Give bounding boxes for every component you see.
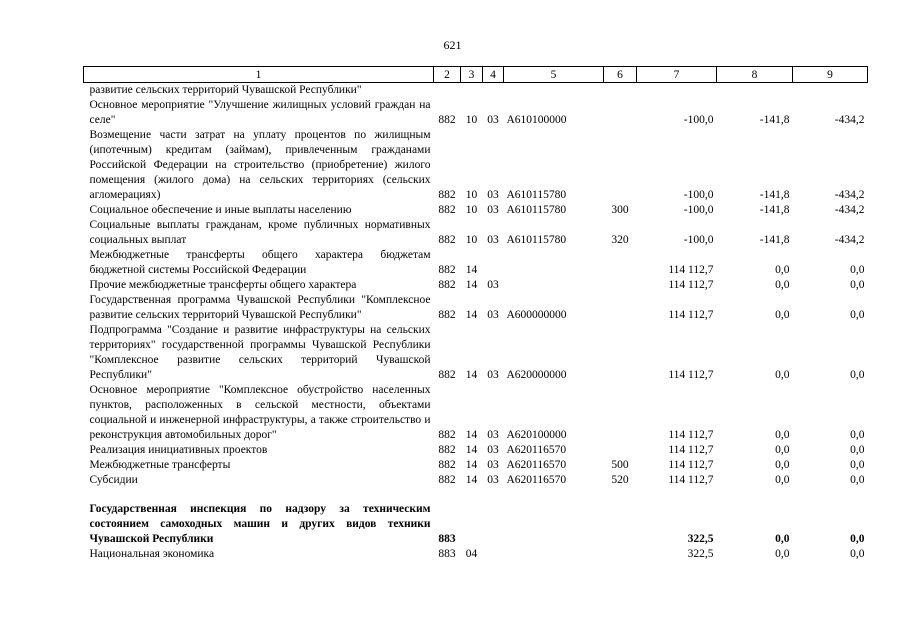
amount-cell: 114 112,7: [668, 474, 714, 486]
amount-cell: 0,0: [850, 444, 865, 456]
subsection-cell: [483, 502, 504, 547]
row-name-cell: Национальная экономика: [89, 548, 215, 560]
amount-cell: 0,0: [850, 548, 865, 560]
section-cell: 10: [465, 234, 478, 246]
row-name-cell: Межбюджетные трансферты: [89, 459, 231, 471]
subsection-cell: 03: [487, 429, 499, 441]
column-header: 8: [717, 67, 793, 83]
column-header: 4: [483, 67, 504, 83]
subsection-cell: [483, 547, 504, 562]
subsection-cell: 03: [487, 369, 499, 381]
expense-type-cell: [604, 502, 637, 547]
amount-cell: 114 112,7: [668, 279, 714, 291]
expense-type-cell: 500: [611, 459, 629, 471]
section-cell: 14: [465, 309, 478, 321]
expense-type-cell: [604, 293, 637, 323]
amount-cell: 0,0: [850, 474, 865, 486]
expense-type-cell: [604, 128, 637, 203]
table-row: [84, 248, 868, 278]
admin-code-cell: [434, 83, 461, 99]
amount-cell: -434,2: [834, 204, 865, 216]
amount-cell: 0,0: [850, 309, 865, 321]
column-header: 5: [504, 67, 604, 83]
subsection-cell: 03: [487, 444, 499, 456]
amount-cell: 0,0: [775, 429, 790, 441]
amount-cell: -100,0: [683, 114, 714, 126]
admin-code-cell: 882: [438, 189, 456, 201]
row-name-cell: развитие сельских территорий Чувашской Республики": [89, 84, 362, 96]
row-name-cell: Государственная программа Чувашской Республики "Комплексное развитие сельских территорий Чувашской Республики": [89, 294, 431, 321]
amount-cell: 0,0: [775, 264, 790, 276]
amount-cell: 0,0: [775, 459, 790, 471]
subsection-cell: 03: [487, 189, 499, 201]
target-item-cell: А620100000: [506, 429, 567, 441]
amount-cell: -434,2: [834, 189, 865, 201]
amount-cell: 0,0: [775, 279, 790, 291]
table-header-row: [84, 67, 868, 83]
amount-cell: -100,0: [683, 189, 714, 201]
table-row: [84, 203, 868, 218]
target-item-cell: А620116570: [506, 459, 567, 471]
amount-cell: 0,0: [775, 369, 790, 381]
section-cell: 14: [465, 429, 478, 441]
table-row: [84, 218, 868, 248]
subsection-cell: 03: [487, 459, 499, 471]
amount-cell: -141,8: [759, 114, 790, 126]
expense-type-cell: [604, 547, 637, 562]
row-name-cell: Социальные выплаты гражданам, кроме публичных нормативных социальных выплат: [89, 219, 431, 246]
row-name-cell: Подпрограмма "Создание и развитие инфраструктуры на сельских территориях" государственной программы Чувашской Республики "Комплексное развитие сельских территорий Чувашской Республики": [89, 324, 431, 381]
expense-type-cell: 520: [611, 474, 629, 486]
row-name-cell: Реализация инициативных проектов: [89, 444, 268, 456]
table-row: [84, 293, 868, 323]
admin-code-cell: 882: [438, 279, 456, 291]
admin-code-cell: 883: [438, 548, 456, 560]
column-header: 2: [434, 67, 461, 83]
expense-type-cell: [604, 278, 637, 293]
admin-code-cell: 882: [438, 264, 456, 276]
table-row: [84, 547, 868, 562]
table-row: [84, 502, 868, 547]
row-name-cell: Основное мероприятие "Улучшение жилищных условий граждан на селе": [89, 99, 431, 126]
amount-cell: -100,0: [683, 234, 714, 246]
target-item-cell: А600000000: [506, 309, 567, 321]
amount-cell: -141,8: [759, 189, 790, 201]
amount-cell: -141,8: [759, 204, 790, 216]
amount-cell: 114 112,7: [668, 444, 714, 456]
subsection-cell: 03: [487, 474, 499, 486]
target-item-cell: А610115780: [506, 234, 567, 246]
page-number: 621: [443, 38, 462, 52]
section-cell: 14: [465, 369, 478, 381]
table-row: [84, 128, 868, 203]
row-name-cell: Субсидии: [89, 474, 138, 486]
target-item-cell: А610115780: [506, 204, 567, 216]
admin-code-cell: 882: [438, 234, 456, 246]
expense-type-cell: [604, 383, 637, 443]
section-cell: 14: [465, 474, 478, 486]
table-row: [84, 323, 868, 383]
amount-cell: 114 112,7: [668, 309, 714, 321]
amount-cell: -141,8: [759, 234, 790, 246]
amount-cell: [637, 83, 717, 99]
table-row: [84, 278, 868, 293]
section-cell: 04: [465, 548, 478, 560]
budget-table: [83, 66, 868, 562]
row-name-cell: Основное мероприятие "Комплексное обустройство населенных пунктов, расположенных в сельской местности, объектами социальной и инженерной инфраструктуры, а также строительство и реконструкция автомобильных дорог": [89, 384, 431, 441]
section-cell: 14: [465, 459, 478, 471]
section-cell: 10: [465, 189, 478, 201]
amount-cell: 0,0: [850, 533, 865, 545]
admin-code-cell: 883: [438, 533, 456, 545]
subsection-cell: 03: [487, 234, 499, 246]
table-row: [84, 458, 868, 473]
amount-cell: 0,0: [850, 369, 865, 381]
target-item-cell: А620000000: [506, 369, 567, 381]
target-item-cell: [504, 547, 604, 562]
target-item-cell: [504, 502, 604, 547]
section-cell: 14: [465, 444, 478, 456]
amount-cell: 0,0: [775, 444, 790, 456]
amount-cell: 322,5: [687, 548, 714, 560]
amount-cell: 0,0: [775, 533, 790, 545]
admin-code-cell: 882: [438, 474, 456, 486]
admin-code-cell: 882: [438, 309, 456, 321]
amount-cell: 322,5: [687, 533, 714, 545]
amount-cell: 114 112,7: [668, 264, 714, 276]
subsection-cell: [483, 248, 504, 278]
expense-type-cell: [604, 443, 637, 458]
column-header: 6: [604, 67, 637, 83]
row-name-cell: Государственная инспекция по надзору за техническим состоянием самоходных машин и других видов техники Чувашской Республики: [89, 503, 431, 545]
table-body: [84, 83, 868, 563]
section-cell: 10: [465, 114, 478, 126]
amount-cell: [793, 83, 868, 99]
amount-cell: 114 112,7: [668, 429, 714, 441]
subsection-cell: 03: [487, 309, 499, 321]
admin-code-cell: 882: [438, 369, 456, 381]
table-row: [84, 383, 868, 443]
admin-code-cell: 882: [438, 444, 456, 456]
row-name-cell: Социальное обеспечение и иные выплаты населению: [89, 204, 352, 216]
table-row: [84, 83, 868, 99]
section-cell: 14: [465, 279, 478, 291]
target-item-cell: А610115780: [506, 189, 567, 201]
expense-type-cell: 300: [611, 204, 629, 216]
spacer-cell: [84, 488, 868, 502]
expense-type-cell: 320: [611, 234, 629, 246]
section-cell: [461, 83, 483, 99]
subsection-cell: [483, 83, 504, 99]
amount-cell: -434,2: [834, 114, 865, 126]
subsection-cell: 03: [487, 279, 499, 291]
section-cell: [461, 502, 483, 547]
amount-cell: 0,0: [775, 548, 790, 560]
expense-type-cell: [604, 323, 637, 383]
amount-cell: 0,0: [775, 474, 790, 486]
target-item-cell: [504, 83, 604, 99]
amount-cell: 0,0: [850, 429, 865, 441]
section-cell: 10: [465, 204, 478, 216]
amount-cell: 0,0: [775, 309, 790, 321]
amount-cell: -434,2: [834, 234, 865, 246]
subsection-cell: 03: [487, 114, 499, 126]
column-header: 3: [461, 67, 483, 83]
expense-type-cell: [604, 98, 637, 128]
row-name-cell: Межбюджетные трансферты общего характера бюджетам бюджетной системы Российской Федерации: [89, 249, 431, 276]
subsection-cell: 03: [487, 204, 499, 216]
table-row: [84, 443, 868, 458]
target-item-cell: А620116570: [506, 474, 567, 486]
spacer-row: [84, 488, 868, 502]
amount-cell: 0,0: [850, 264, 865, 276]
amount-cell: 114 112,7: [668, 459, 714, 471]
target-item-cell: [504, 278, 604, 293]
amount-cell: 0,0: [850, 459, 865, 471]
target-item-cell: А620116570: [506, 444, 567, 456]
target-item-cell: [504, 248, 604, 278]
column-header: 1: [84, 67, 434, 83]
admin-code-cell: 882: [438, 429, 456, 441]
admin-code-cell: 882: [438, 459, 456, 471]
expense-type-cell: [604, 248, 637, 278]
admin-code-cell: 882: [438, 114, 456, 126]
amount-cell: 114 112,7: [668, 369, 714, 381]
target-item-cell: А610100000: [506, 114, 567, 126]
admin-code-cell: 882: [438, 204, 456, 216]
column-header: 7: [637, 67, 717, 83]
row-name-cell: Прочие межбюджетные трансферты общего характера: [89, 279, 357, 291]
column-header: 9: [793, 67, 868, 83]
amount-cell: -100,0: [683, 204, 714, 216]
table-row: [84, 98, 868, 128]
row-name-cell: Возмещение части затрат на уплату процентов по жилищным (ипотечным) кредитам (займам), привлеченным гражданами Российской Федерации на строительство (приобретение) жилого помещения (жилого дома) на сельских территориях (сельских агломерациях): [89, 129, 431, 201]
section-cell: 14: [465, 264, 478, 276]
amount-cell: [717, 83, 793, 99]
expense-type-cell: [604, 83, 637, 99]
amount-cell: 0,0: [850, 279, 865, 291]
table-row: [84, 473, 868, 488]
